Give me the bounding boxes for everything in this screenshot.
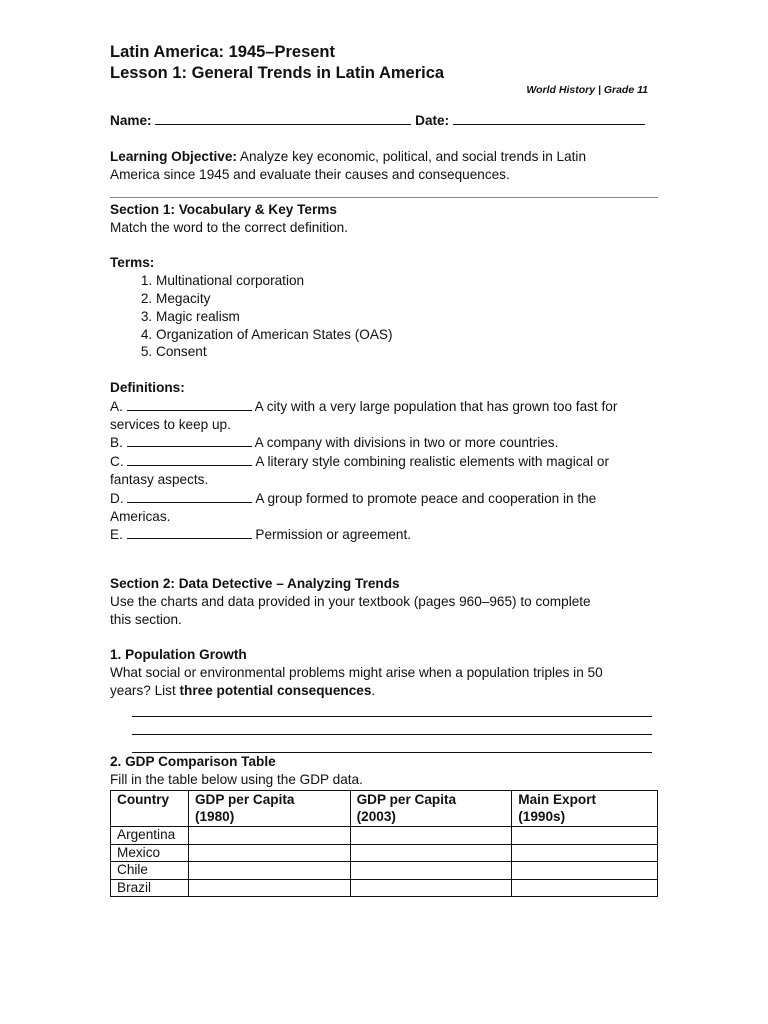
table-header-row [111,791,658,827]
divider [110,197,658,198]
section-1 [110,201,670,544]
objective-text-2: America since 1945 and evaluate their causes and consequences. [110,166,510,182]
definition-text: A group formed to promote peace and cooperation in the [252,490,597,506]
name-label: Name: [110,113,152,128]
q2-instruction: Fill in the table below using the GDP data. [110,771,363,787]
column-header [111,791,189,827]
definition-letter: B. [110,435,123,451]
definition-text: A company with divisions in two or more countries. [251,435,559,451]
definition-item [110,489,670,526]
answer-line-3[interactable] [132,735,652,753]
definition-item [110,452,670,489]
column-header [188,791,350,827]
definition-text-cont: Americas. [110,508,171,524]
q1-text-2 [110,682,670,700]
date-field[interactable] [453,111,645,125]
definition-answer-blank[interactable] [127,489,252,503]
name-date-row [110,111,658,130]
table-row [111,862,658,880]
country-cell: Argentina [111,827,189,845]
definition-letter: D. [110,490,124,506]
objective-text-1: Analyze key economic, political, and social trends in Latin [236,149,587,164]
definition-item [110,525,670,544]
q1-text-bold: three potential consequences [179,682,372,698]
table-row [111,879,658,897]
definition-letter: E. [110,527,123,543]
learning-objective [110,148,670,184]
gdp-2003-cell[interactable] [350,862,512,880]
table-row [111,827,658,845]
gdp-2003-cell[interactable] [350,844,512,862]
main-export-cell[interactable] [512,879,658,897]
q1-text-suffix: . [371,682,376,698]
q2-heading: 2. GDP Comparison Table [110,753,276,769]
country-cell: Brazil [111,879,189,897]
definition-text: A literary style combining realistic elements with magical or [252,454,609,470]
definition-letter: C. [110,454,124,470]
objective-label: Learning Objective: [110,149,237,164]
section-2-instruction-1: Use the charts and data provided in your textbook (pages 960–965) to complete [110,593,591,609]
definition-item [110,397,670,434]
main-export-cell[interactable] [512,827,658,845]
definition-text: Permission or agreement. [251,527,412,543]
section-2-instruction-2: this section. [110,611,182,627]
definitions-label: Definitions: [110,379,185,395]
term-item: 1. Multinational corporation [156,272,670,290]
q1-heading: 1. Population Growth [110,647,247,663]
section-1-instruction: Match the word to the correct definition. [110,219,349,235]
definition-answer-blank[interactable] [127,525,252,539]
definition-text-cont: fantasy aspects. [110,471,209,487]
worksheet-title: Latin America: 1945–Present [110,43,335,61]
column-header-line1: Main Export [518,792,597,807]
answer-line-2[interactable] [132,717,652,735]
terms-list [110,272,670,361]
column-header-line1: Country [117,792,170,807]
column-header-line2: (1990s) [518,808,566,824]
main-export-cell[interactable] [512,844,658,862]
column-header-line1: GDP per Capita [356,792,457,807]
date-label: Date: [415,113,450,128]
section-1-heading: Section 1: Vocabulary & Key Terms [110,202,337,217]
gdp-1980-cell[interactable] [188,844,350,862]
definition-item [110,433,670,452]
gdp-comparison-table [110,790,658,897]
column-header [350,791,512,827]
gdp-1980-cell[interactable] [188,827,350,845]
column-header [512,791,658,827]
gdp-2003-cell[interactable] [350,827,512,845]
term-item: 4. Organization of American States (OAS) [156,326,670,344]
term-item: 5. Consent [156,343,670,361]
terms-label: Terms: [110,255,155,271]
country-cell: Mexico [111,844,189,862]
definition-letter: A. [110,398,123,414]
subject-grade: World History | Grade 11 [526,84,648,96]
q1-text-1: What social or environmental problems might arise when a population triples in 50 [110,664,603,680]
table-row [111,844,658,862]
column-header-line1: GDP per Capita [194,792,295,807]
definition-answer-blank[interactable] [127,433,252,447]
term-item: 2. Megacity [156,290,670,308]
definition-text-cont: services to keep up. [110,416,231,432]
lesson-title: Lesson 1: General Trends in Latin America [110,64,445,82]
gdp-2003-cell[interactable] [350,879,512,897]
section-2-heading: Section 2: Data Detective – Analyzing Trends [110,576,400,591]
definition-text: A city with a very large population that has grown too fast for [251,398,618,414]
main-export-cell[interactable] [512,862,658,880]
answer-line-1[interactable] [132,700,652,718]
definition-answer-blank[interactable] [127,397,252,411]
column-header-line2: (2003) [356,808,396,824]
gdp-1980-cell[interactable] [188,879,350,897]
term-item: 3. Magic realism [156,308,670,326]
country-cell: Chile [111,862,189,880]
definition-answer-blank[interactable] [127,452,252,466]
gdp-1980-cell[interactable] [188,862,350,880]
name-field[interactable] [155,111,411,125]
q1-text-prefix: years? List [110,682,180,698]
column-header-line2: (1980) [194,808,235,824]
section-2 [110,575,670,789]
